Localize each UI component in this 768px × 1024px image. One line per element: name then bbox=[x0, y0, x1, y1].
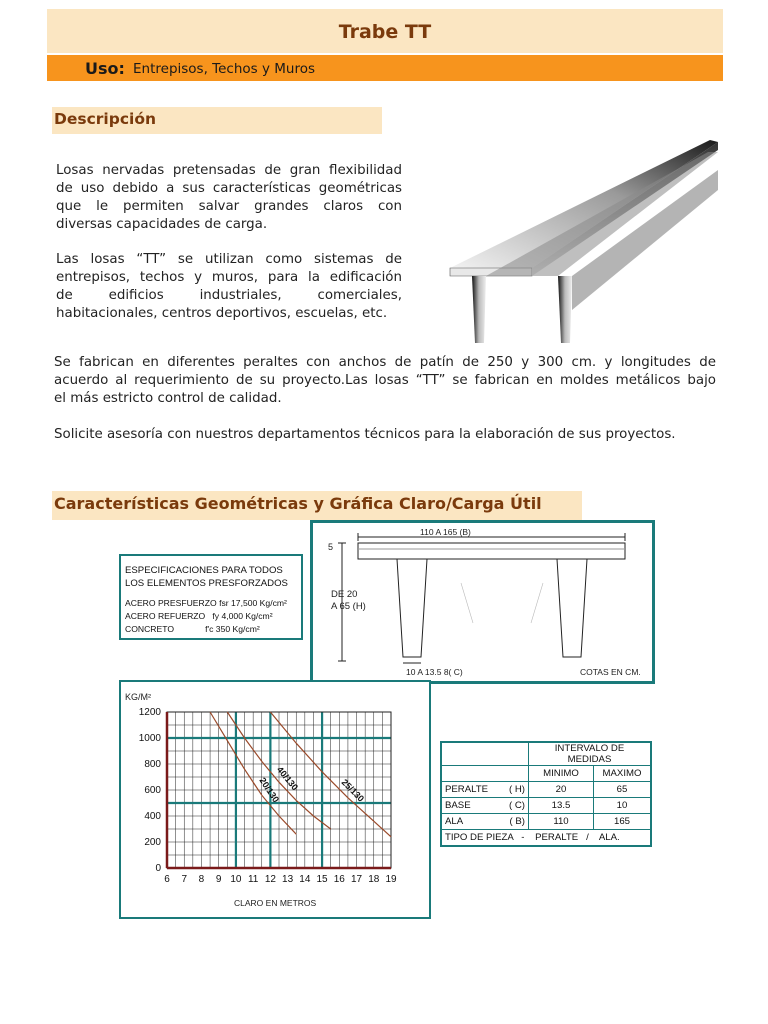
x-tick-label: 11 bbox=[247, 874, 259, 885]
flange-width-label: 110 A 165 (B) bbox=[420, 527, 471, 537]
x-axis-label: CLARO EN METROS bbox=[234, 898, 317, 908]
descripcion-heading: Descripción bbox=[52, 107, 382, 134]
x-tick-label: 13 bbox=[282, 874, 294, 885]
y-tick-label: 400 bbox=[144, 811, 161, 822]
specs-line-1: ESPECIFICACIONES PARA TODOS bbox=[125, 565, 283, 576]
specs-row-acero-presfuerzo: ACERO PRESFUERZO fsr 17,500 Kg/cm² bbox=[125, 598, 287, 608]
x-tick-label: 6 bbox=[164, 874, 170, 885]
table-col-min: MINIMO bbox=[529, 766, 594, 782]
x-tick-label: 19 bbox=[385, 874, 397, 885]
table-blank bbox=[441, 766, 529, 782]
table-footer: TIPO DE PIEZA - PERALTE / ALA. bbox=[441, 830, 651, 847]
descripcion-paragraph-2: Las losas “TT” se utilizan como sistemas de entrepisos, techos y muros, para la edificación de edificios industriales, comerciales, habitacionales, centros deportivos, escuelas, etc. bbox=[56, 252, 402, 321]
descripcion-paragraph-3: Se fabrican en diferentes peraltes con anchos de patín de 250 y 300 cm. y longitudes de acuerdo al requerimiento de su proyecto.Las losas “TT” se fabrican en moldes metálicos bajo el más estricto control de calidad. bbox=[54, 355, 716, 406]
table-row: BASE ( C) 13.5 10 bbox=[441, 798, 651, 814]
descripcion-paragraph-1: Losas nervadas pretensadas de gran flexibilidad de uso debido a sus características geométricas que le permiten salvar grandes claros con diversas capacidades de carga. bbox=[56, 163, 402, 232]
x-tick-label: 7 bbox=[181, 874, 188, 885]
y-tick-label: 800 bbox=[144, 759, 161, 770]
y-axis-label: KG/M² bbox=[125, 692, 151, 702]
x-tick-label: 15 bbox=[316, 874, 328, 885]
descripcion-paragraph-4: Solicite asesoría con nuestros departamentos técnicos para la elaboración de sus proyectos. bbox=[54, 427, 676, 442]
units-label: COTAS EN CM. bbox=[580, 667, 641, 677]
y-tick-label: 200 bbox=[144, 837, 161, 848]
table-col-max: MAXIMO bbox=[594, 766, 652, 782]
x-tick-label: 8 bbox=[198, 874, 205, 885]
height-label: DE 20 A 65 (H) bbox=[331, 589, 366, 612]
x-tick-label: 18 bbox=[368, 874, 380, 885]
x-tick-label: 17 bbox=[350, 874, 363, 885]
specs-row-acero-refuerzo: ACERO REFUERZO fy 4,000 Kg/cm² bbox=[125, 611, 273, 621]
uso-label: Uso: bbox=[85, 59, 125, 78]
x-tick-label: 16 bbox=[333, 874, 345, 885]
table-corner bbox=[441, 742, 529, 766]
series-label: 20/130 bbox=[257, 775, 282, 805]
table-row: PERALTE ( H) 20 65 bbox=[441, 782, 651, 798]
x-tick-label: 12 bbox=[264, 874, 276, 885]
cross-section-diagram bbox=[310, 520, 655, 684]
y-tick-label: 600 bbox=[144, 785, 161, 796]
y-tick-label: 0 bbox=[155, 863, 161, 874]
y-tick-label: 1000 bbox=[138, 733, 161, 744]
thickness-label: 5 bbox=[328, 542, 334, 552]
y-tick-label: 1200 bbox=[138, 707, 161, 718]
title-bar bbox=[47, 9, 723, 53]
base-width-label: 10 A 13.5 8( C) bbox=[406, 667, 463, 677]
table-row: ALA ( B) 110 165 bbox=[441, 814, 651, 830]
tt-beam-illustration bbox=[440, 140, 720, 345]
uso-bar bbox=[47, 55, 723, 81]
specs-row-concreto: CONCRETO f'c 350 Kg/cm² bbox=[125, 624, 260, 634]
x-tick-label: 14 bbox=[299, 874, 311, 885]
span-load-chart bbox=[119, 680, 431, 919]
specifications-box bbox=[119, 554, 303, 640]
x-tick-label: 9 bbox=[215, 874, 222, 885]
table-header: INTERVALO DE MEDIDAS bbox=[529, 742, 652, 766]
specs-line-2: LOS ELEMENTOS PRESFORZADOS bbox=[125, 578, 288, 589]
uso-text: Entrepisos, Techos y Muros bbox=[133, 61, 316, 77]
series-label: 25/130 bbox=[339, 777, 367, 804]
series-label: 40/130 bbox=[274, 764, 301, 793]
dimensions-table bbox=[440, 741, 652, 847]
page-title: Trabe TT bbox=[338, 21, 432, 43]
caracteristicas-heading: Características Geométricas y Gráfica Claro/Carga Útil bbox=[52, 491, 582, 520]
x-tick-label: 10 bbox=[230, 874, 242, 885]
